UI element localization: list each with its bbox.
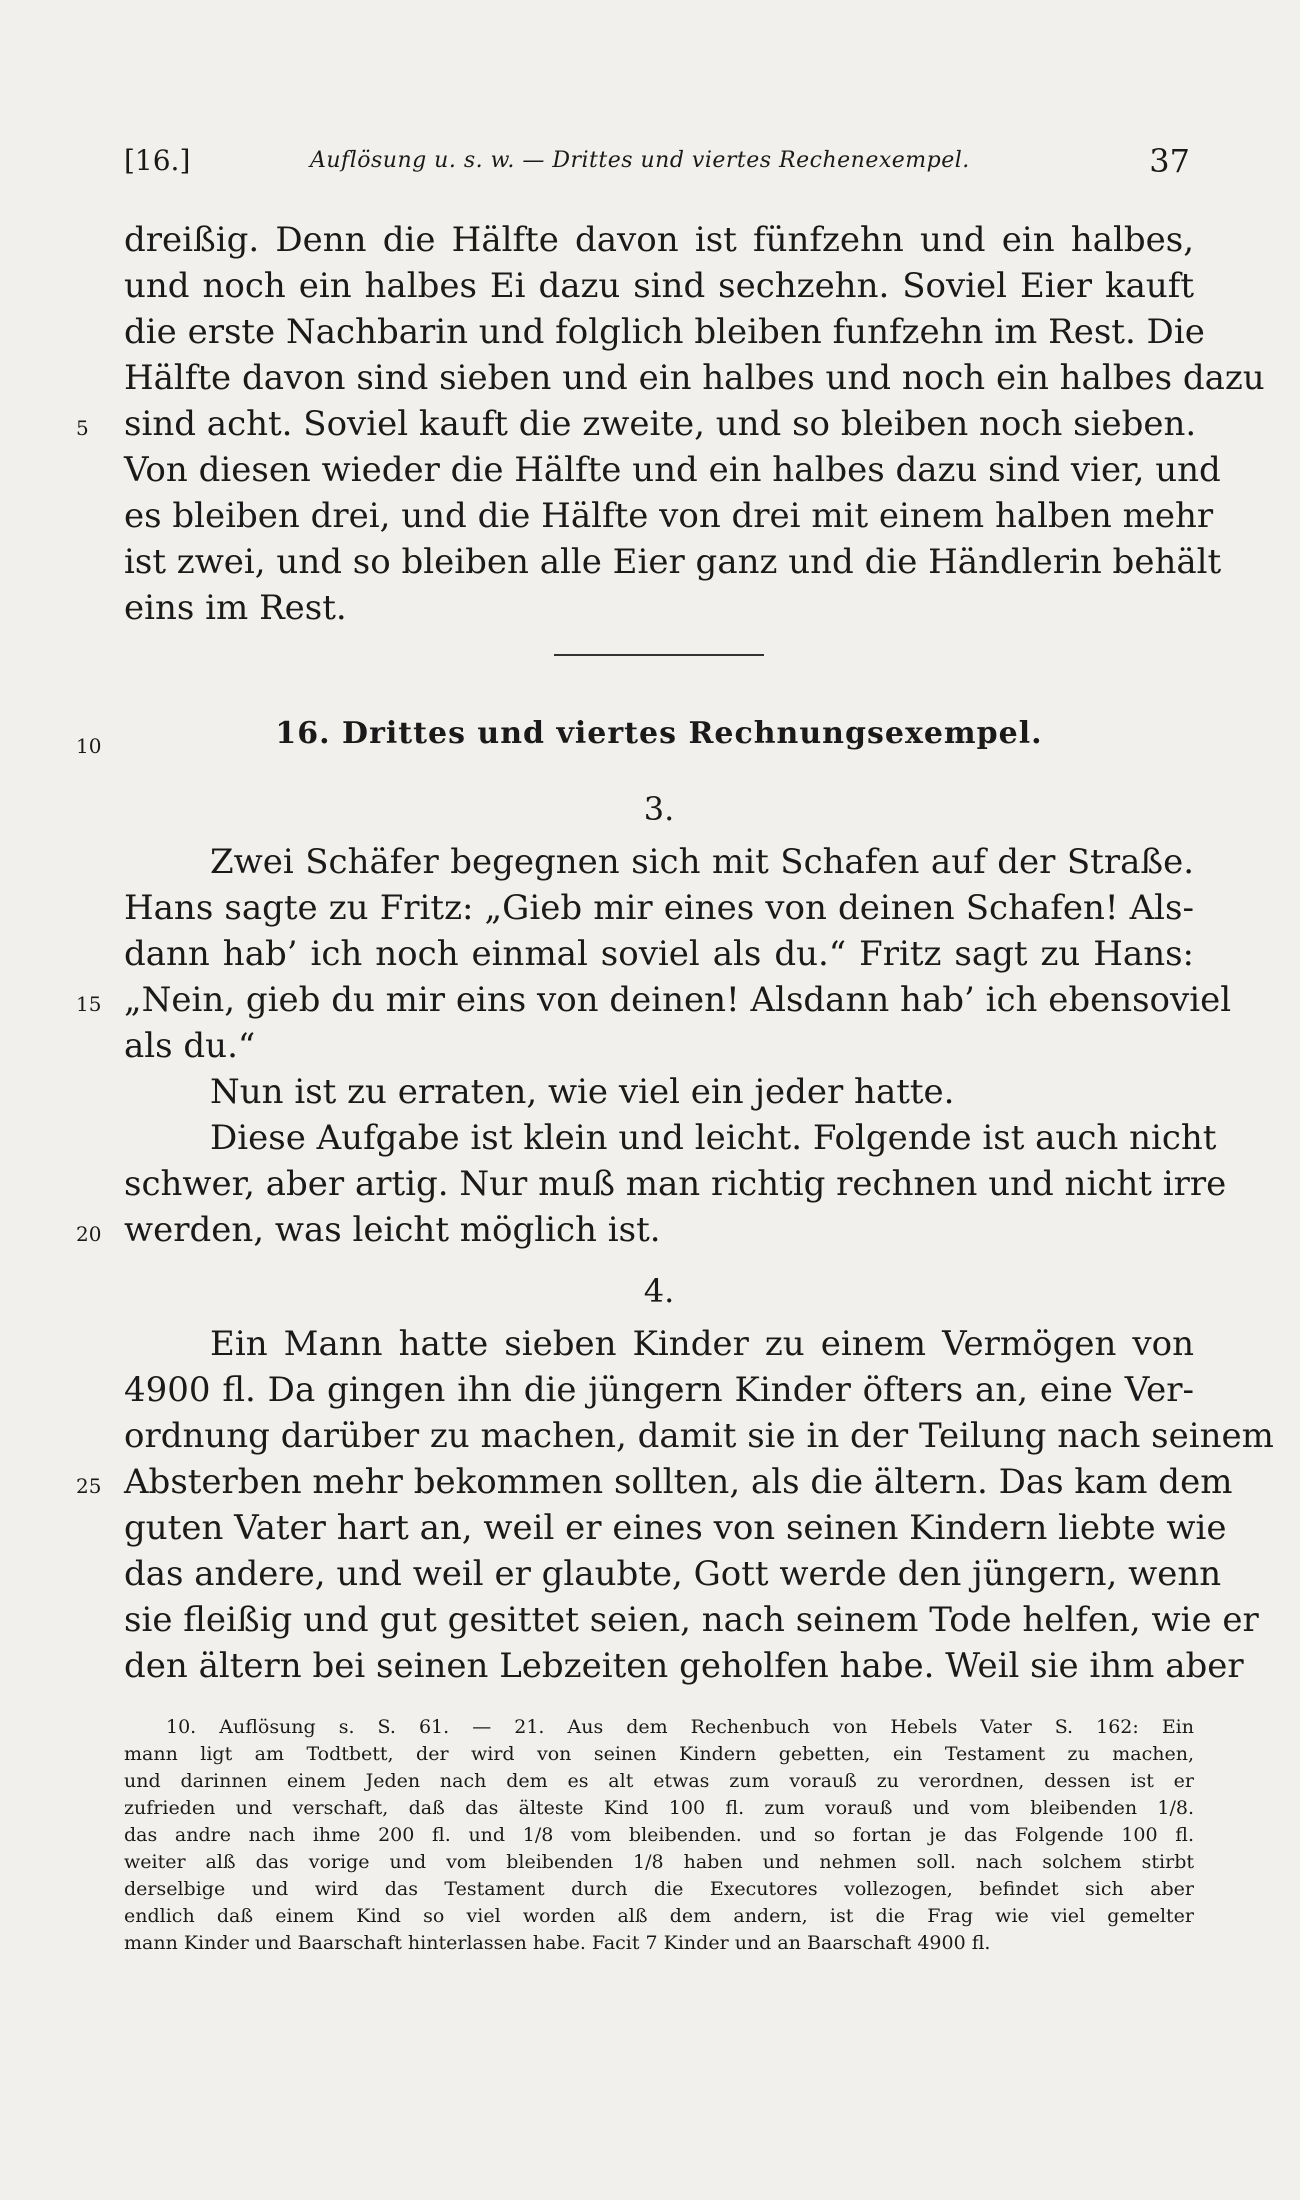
body-line: Diese Aufgabe ist klein und leicht. Folgende ist auch nicht bbox=[210, 1118, 1217, 1158]
problem-number: 3. bbox=[643, 790, 675, 828]
chapter-marker: [16.] bbox=[124, 144, 191, 177]
body-line: Von diesen wieder die Hälfte und ein halbes dazu sind vier, und bbox=[124, 450, 1221, 490]
body-line: dreißig. Denn die Hälfte davon ist fünfzehn und ein halbes, bbox=[124, 220, 1194, 260]
footnote-line: das andre nach ihme 200 fl. und 1/8 vom bleibenden. und so fortan je das Folgende 100 fl. bbox=[124, 1824, 1194, 1846]
body-line: schwer, aber artig. Nur muß man richtig rechnen und nicht irre bbox=[124, 1164, 1227, 1204]
footnote-line: mann Kinder und Baarschaft hinterlassen habe. Facit 7 Kinder und an Baarschaft 4900 fl. bbox=[124, 1932, 991, 1954]
body-line: Absterben mehr bekommen sollten, als die ältern. Das kam dem bbox=[124, 1462, 1233, 1502]
running-header bbox=[124, 144, 1190, 184]
body-line: dann hab’ ich noch einmal soviel als du.“ Fritz sagt zu Hans: bbox=[124, 934, 1194, 974]
footnote-line: und darinnen einem Jeden nach dem es alt etwas zum vorauß zu verordnen, dessen ist er bbox=[124, 1770, 1194, 1792]
body-line: werden, was leicht möglich ist. bbox=[124, 1210, 661, 1250]
body-line: ist zwei, und so bleiben alle Eier ganz und die Händlerin behält bbox=[124, 542, 1222, 582]
body-line: „Nein, gieb du mir eins von deinen! Alsdann hab’ ich ebensoviel bbox=[124, 980, 1232, 1020]
footnote-line: zufrieden und verschaft, daß das älteste Kind 100 fl. zum vorauß und vom bleibenden 1/8. bbox=[124, 1797, 1194, 1819]
footnote-line: endlich daß einem Kind so viel worden alß dem andern, ist die Frag wie viel gemelter bbox=[124, 1905, 1194, 1927]
body-line: Ein Mann hatte sieben Kinder zu einem Vermögen von bbox=[210, 1324, 1194, 1364]
footnote-line: weiter alß das vorige und vom bleibenden 1/8 haben und nehmen soll. nach solchem stirbt bbox=[124, 1851, 1194, 1873]
section-title: 16. Drittes und viertes Rechnungsexempel. bbox=[275, 716, 1043, 751]
body-line: den ältern bei seinen Lebzeiten geholfen habe. Weil sie ihm aber bbox=[124, 1646, 1244, 1686]
line-number: 15 bbox=[76, 992, 102, 1016]
body-line: ordnung darüber zu machen, damit sie in der Teilung nach seinem bbox=[124, 1416, 1274, 1456]
line-number: 10 bbox=[76, 734, 102, 758]
body-line: Nun ist zu erraten, wie viel ein jeder hatte. bbox=[210, 1072, 955, 1112]
line-number: 5 bbox=[76, 416, 89, 440]
body-line: als du.“ bbox=[124, 1026, 256, 1066]
body-line: das andere, und weil er glaubte, Gott werde den jüngern, wenn bbox=[124, 1554, 1222, 1594]
body-line: Hälfte davon sind sieben und ein halbes und noch ein halbes dazu bbox=[124, 358, 1265, 398]
body-line: sind acht. Soviel kauft die zweite, und so bleiben noch sieben. bbox=[124, 404, 1197, 444]
body-line: und noch ein halbes Ei dazu sind sechzehn. Soviel Eier kauft bbox=[124, 266, 1194, 306]
body-line: guten Vater hart an, weil er eines von seinen Kindern liebte wie bbox=[124, 1508, 1227, 1548]
line-number: 20 bbox=[76, 1222, 102, 1246]
page-number: 37 bbox=[1149, 142, 1190, 180]
section-divider bbox=[554, 654, 764, 656]
body-line: es bleiben drei, und die Hälfte von drei mit einem halben mehr bbox=[124, 496, 1214, 536]
line-number: 25 bbox=[76, 1474, 102, 1498]
body-line: Zwei Schäfer begegnen sich mit Schafen auf der Straße. bbox=[210, 842, 1194, 882]
body-line: Hans sagte zu Fritz: „Gieb mir eines von deinen Schafen! Als- bbox=[124, 888, 1194, 928]
footnote-line: derselbige und wird das Testament durch die Executores vollezogen, befindet sich aber bbox=[124, 1878, 1194, 1900]
body-line: 4900 fl. Da gingen ihn die jüngern Kinder öfters an, eine Ver- bbox=[124, 1370, 1194, 1410]
footnote-line: mann ligt am Todtbett, der wird von seinen Kindern gebetten, ein Testament zu machen, bbox=[124, 1743, 1194, 1765]
footnote-line: 10. Auflösung s. S. 61. — 21. Aus dem Rechenbuch von Hebels Vater S. 162: Ein bbox=[166, 1716, 1194, 1738]
body-line: sie fleißig und gut gesittet seien, nach seinem Tode helfen, wie er bbox=[124, 1600, 1259, 1640]
body-line: eins im Rest. bbox=[124, 588, 347, 628]
running-title: Auflösung u. s. w. — Drittes und viertes Rechenexempel. bbox=[310, 148, 970, 173]
body-line: die erste Nachbarin und folglich bleiben funfzehn im Rest. Die bbox=[124, 312, 1205, 352]
problem-number: 4. bbox=[643, 1272, 675, 1310]
